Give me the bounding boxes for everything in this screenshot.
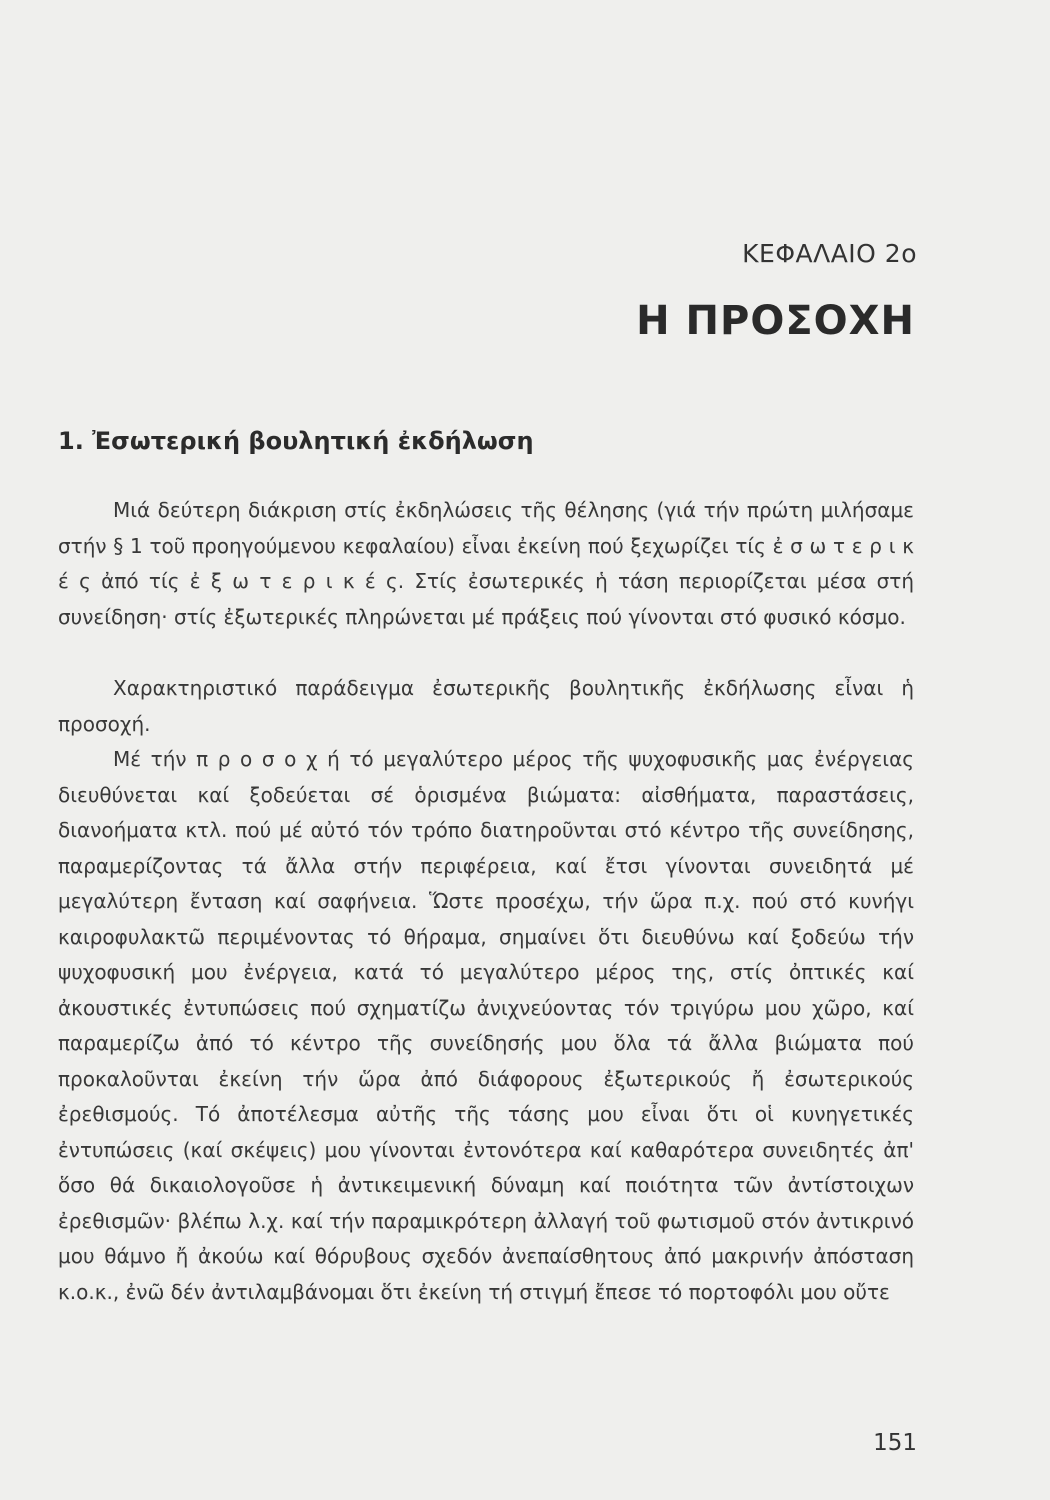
paragraph-3 — [58, 742, 914, 1310]
chapter-title: Η ΠΡΟΣΟΧΗ — [636, 298, 915, 344]
page-number: 151 — [873, 1430, 917, 1456]
paragraph-1-text: Μιά δεύτερη διάκριση στίς ἐκδηλώσεις τῆς θέλησης (γιά τήν πρώτη μιλήσαμε στήν § 1 τοῦ προηγούμενου κεφαλαίου) εἶναι ἐκείνη πού ξεχωρίζει τίς ἐ σ ω τ ε ρ ι κ έ ς ἀπό τίς ἐ ξ ω τ ε ρ ι κ έ ς. Στίς ἐσωτερικές ἡ τάση περιορίζεται μέσα στή συνείδηση· στίς ἐξωτερικές πληρώνεται μέ πράξεις πού γίνονται στό φυσικό κόσμο. — [58, 498, 914, 629]
paragraph-3-text: Μέ τήν π ρ ο σ ο χ ή τό μεγαλύτερο μέρος τῆς ψυχοφυσικῆς μας ἐνέργειας διευθύνεται καί ξοδεύεται σέ ὁρισμένα βιώματα: αἰσθήματα, παραστάσεις, διανοήματα κτλ. πού μέ αὐτό τόν τρόπο διατηροῦνται στό κέντρο τῆς συνείδησης, παραμερίζοντας τά ἄλλα στήν περιφέρεια, καί ἔτσι γίνονται συνειδητά μέ μεγαλύτερη ἔνταση καί σαφήνεια. Ὥστε προσέχω, τήν ὥρα π.χ. πού στό κυνήγι καιροφυλακτῶ περιμένοντας τό θήραμα, σημαίνει ὅτι διευθύνω καί ξοδεύω τήν ψυχοφυσική μου ἐνέργεια, κατά τό μεγαλύτερο μέρος της, στίς ὀπτικές καί ἀκουστικές ἐντυπώσεις πού σχηματίζω ἀνιχνεύοντας τόν τριγύρω μου χῶρο, καί παραμερίζω ἀπό τό κέντρο τῆς συνείδησής μου ὅλα τά ἄλλα βιώματα πού προκαλοῦνται ἐκείνη τήν ὥρα ἀπό διάφορους ἐξωτερικούς ἤ ἐσωτερικούς ἐρεθισμούς. Τό ἀποτέλεσμα αὐτῆς τῆς τάσης μου εἶναι ὅτι οἱ κυνηγετικές ἐντυπώσεις (καί σκέψεις) μου γίνονται ἐντονότερα καί καθαρότερα συνειδητές ἀπ' ὅσο θά δικαιολογοῦσε ἡ ἀντικειμενική δύναμη καί ποιότητα τῶν ἀντίστοιχων ἐρεθισμῶν· βλέπω λ.χ. καί τήν παραμικρότερη ἀλλαγή τοῦ φωτισμοῦ στόν ἀντικρινό μου θάμνο ἤ ἀκούω καί θόρυβους σχεδόν ἀνεπαίσθητους ἀπό μακρινήν ἀπόσταση κ.ο.κ., ἐνῶ δέν ἀντιλαμβάνομαι ὅτι ἐκείνη τή στιγμή ἔπεσε τό πορτοφόλι μου οὔτε — [58, 747, 914, 1304]
section-heading: 1. Ἐσωτερική βουλητική ἐκδήλωση — [58, 427, 534, 455]
chapter-label: ΚΕΦΑΛΑΙΟ 2ο — [742, 239, 917, 268]
paragraph-2 — [58, 671, 914, 742]
paragraph-2-text: Χαρακτηριστικό παράδειγμα ἐσωτερικῆς βουλητικῆς ἐκδήλωσης εἶναι ἡ προσοχή. — [58, 676, 914, 736]
paragraph-1 — [58, 493, 914, 635]
